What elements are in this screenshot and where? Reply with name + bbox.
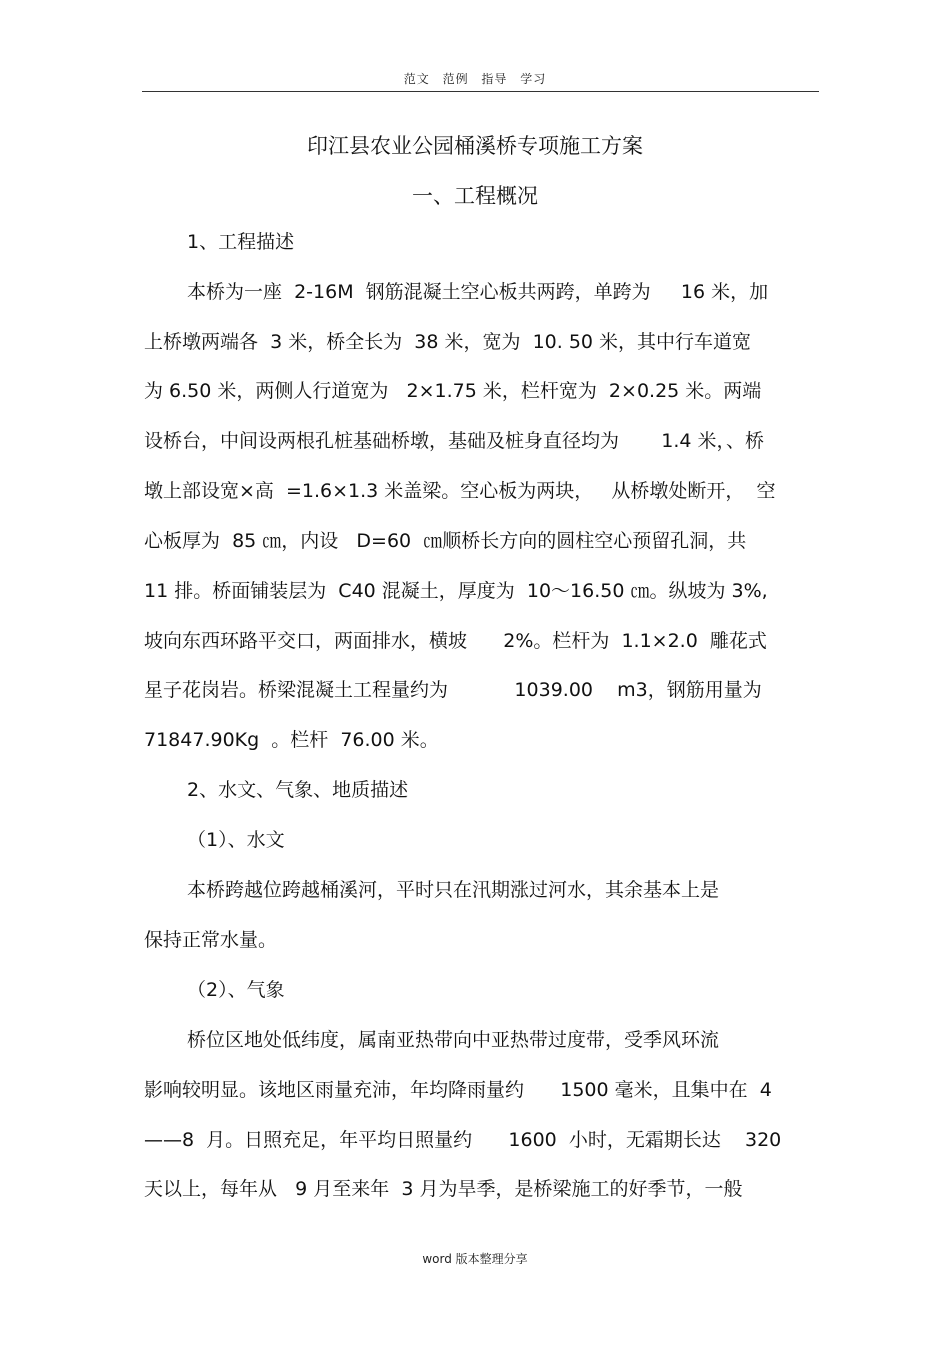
paragraph-line: 为 6.50 米，两侧人行道宽为 2×1.75 米，栏杆宽为 2×0.25 米。两端 (144, 380, 762, 402)
paragraph-line: 星子花岗岩。桥梁混凝土工程量约为 1039.00 m3，钢筋用量为 (144, 679, 762, 701)
paragraph-line: 桥位区地处低纬度，属南亚热带向中亚热带过度带，受季风环流 (187, 1029, 720, 1051)
header-item: 范例 (442, 72, 469, 86)
paragraph-line: 墩上部设宽×高 =1.6×1.3 米盖梁。空心板为两块， 从桥墩处断开， 空 (144, 480, 776, 502)
page-header (0, 70, 950, 87)
paragraph-line: 71847.90Kg 。栏杆 76.00 米。 (144, 729, 439, 751)
header-item: 范文 (403, 72, 430, 86)
subsection-heading: 2、水文、气象、地质描述 (187, 779, 409, 801)
section-heading: 一、工程概况 (412, 184, 538, 208)
subsection-heading: 1、工程描述 (187, 231, 295, 253)
paragraph-line: 天以上，每年从 9 月至来年 3 月为旱季，是桥梁施工的好季节，一般 (144, 1178, 743, 1200)
paragraph-line: 11 排。桥面铺装层为 C40 混凝土，厚度为 10～16.50 ㎝。纵坡为 3%, (144, 580, 768, 602)
sub-subsection-heading: （1）、水文 (187, 829, 285, 851)
paragraph-line: 本桥跨越位跨越桶溪河，平时只在汛期涨过河水，其余基本上是 (187, 879, 720, 901)
sub-subsection-heading: （2）、气象 (187, 979, 285, 1001)
paragraph-line: 设桥台，中间设两根孔桩基础桥墩，基础及桩身直径均为 1.4 米，、桥 (144, 430, 765, 452)
page-footer: word 版本整理分享 (422, 1252, 528, 1266)
paragraph-line: 坡向东西环路平交口，两面排水，横坡 2%。栏杆为 1.1×2.0 雕花式 (144, 630, 767, 652)
header-item: 学习 (520, 72, 547, 86)
header-item: 指导 (481, 72, 508, 86)
paragraph-line: 本桥为一座 2-16M 钢筋混凝土空心板共两跨，单跨为 16 米，加 (187, 281, 769, 303)
header-divider (142, 91, 819, 92)
paragraph-line: 心板厚为 85 ㎝，内设 D=60 ㎝顺桥长方向的圆柱空心预留孔洞，共 (144, 530, 747, 552)
paragraph-line: 影响较明显。该地区雨量充沛，年均降雨量约 1500 毫米，且集中在 4 (144, 1079, 772, 1101)
paragraph-line: ——8 月。日照充足，年平均日照量约 1600 小时，无霜期长达 320 (144, 1129, 782, 1151)
paragraph-line: 保持正常水量。 (144, 929, 278, 951)
document-title: 印江县农业公园桶溪桥专项施工方案 (307, 134, 643, 158)
paragraph-line: 上桥墩两端各 3 米，桥全长为 38 米，宽为 10. 50 米，其中行车道宽 (144, 331, 752, 353)
